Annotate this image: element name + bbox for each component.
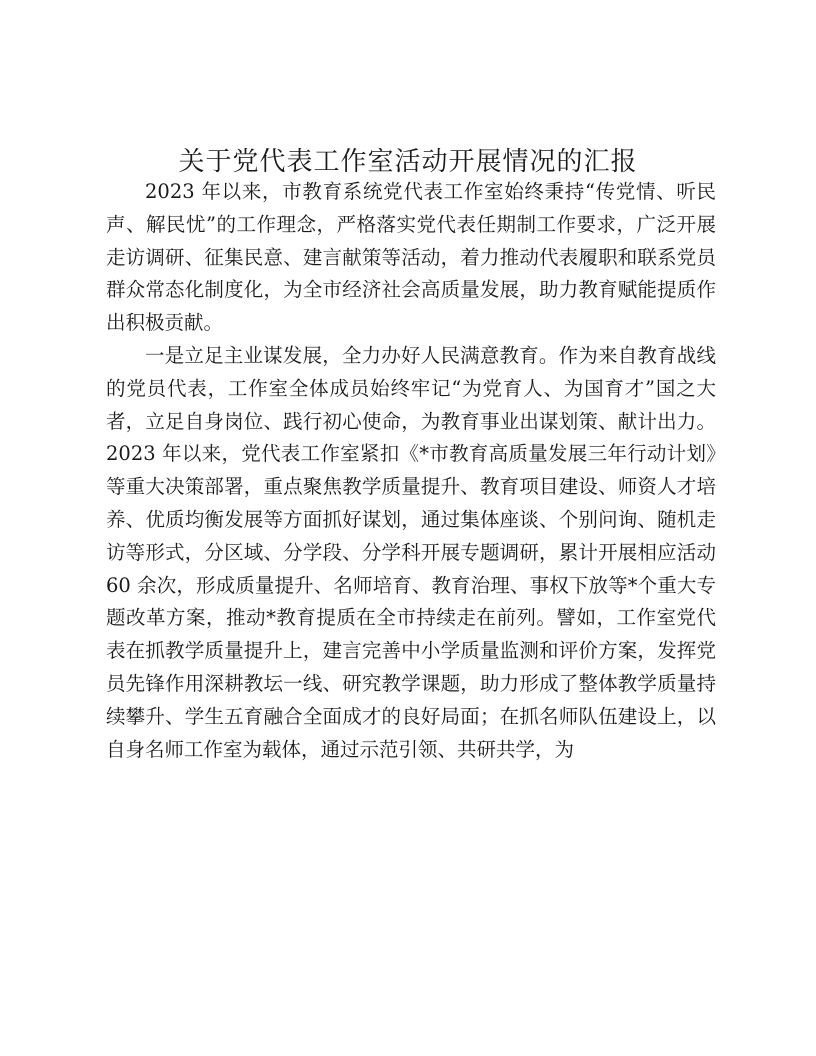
paragraph-point-one: 一是立足主业谋发展，全力办好人民满意教育。作为来自教育战线的党员代表，工作室全体成员始终牢记“为党育人、为国育才”国之大者，立足自身岗位、践行初心使命，为教育事业出谋划策、献计出力。2023 年以来，党代表工作室紧扣《*市教育高质量发展三年行动计划》等重大决策部署，重点聚焦教学质量提升、教育项目建设、师资人才培养、优质均衡发展等方面抓好谋划，通过集体座谈、个别问询、随机走访等形式，分区域、分学段、分学科开展专题调研，累计开展相应活动 60 余次，形成质量提升、名师培育、教育治理、事权下放等*个重大专题改革方案，推动*教育提质在全市持续走在前列。譬如，工作室党代表在抓教学质量提升上，建言完善中小学质量监测和评价方案，发挥党员先锋作用深耕教坛一线、研究教学课题，助力形成了整体教学质量持续攀升、学生五育融合全面成才的良好局面；在抓名师队伍建设上，以自身名师工作室为载体，通过示范引领、共研共学，为 — [106, 343, 716, 761]
document-title: 关于党代表工作室活动开展情况的汇报 — [178, 147, 638, 177]
paragraph-intro: 2023 年以来，市教育系统党代表工作室始终秉持“传党情、听民声、解民忧”的工作理念，严格落实党代表任期制工作要求，广泛开展走访调研、征集民意、建言献策等活动，着力推动代表履职和联系党员群众常态化制度化，为全市经济社会高质量发展，助力教育赋能提质作出积极贡献。 — [106, 180, 716, 335]
document-body — [106, 176, 716, 766]
